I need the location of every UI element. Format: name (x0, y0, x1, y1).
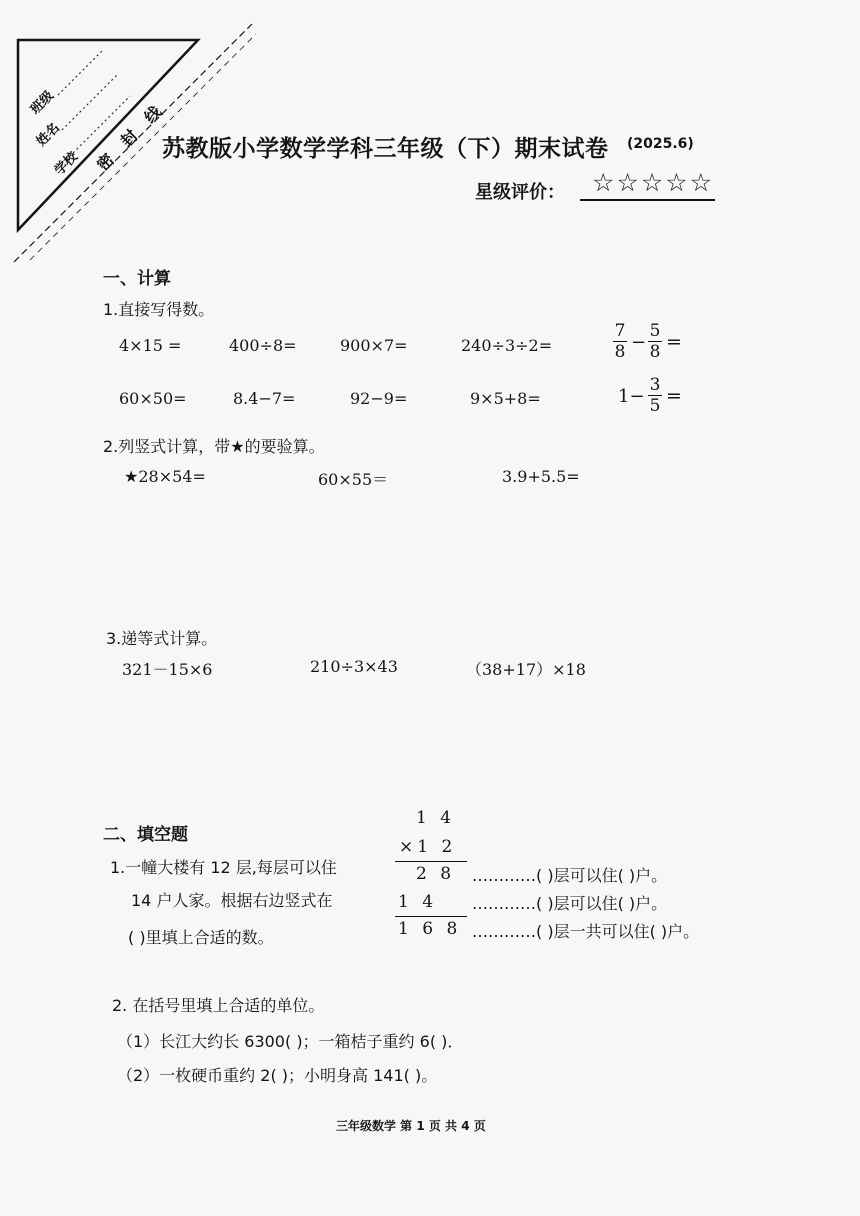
oral-calc-8: 9×5+8= (470, 389, 541, 408)
oral-calc-3: 900×7= (340, 336, 408, 355)
vertical-calc-2: 60×55＝ (318, 470, 389, 489)
section-1-heading: 一、计算 (103, 269, 171, 289)
question-1-3-prompt: 3.递等式计算。 (106, 629, 218, 648)
fill-blank-1: …………( )层可以住( )户。 (472, 866, 668, 885)
vertical-row-2: ×1 2 (399, 837, 457, 857)
vertical-row-4: 1 4 (398, 892, 438, 912)
oral-calc-6: 8.4−7= (233, 389, 296, 408)
oral-calc-5: 60×50= (119, 389, 187, 408)
equals-sign: = (666, 331, 682, 353)
class-label: 班级 (27, 88, 57, 118)
rating-underline (580, 199, 715, 201)
vertical-calc-1: ★28×54= (124, 467, 206, 486)
equals-sign-2: = (666, 385, 682, 407)
question-1-2-prompt: 2.列竖式计算，带★的要验算。 (103, 437, 325, 456)
oral-calc-2: 400÷8= (229, 336, 297, 355)
vertical-row-5: 1 6 8 (398, 919, 462, 939)
one-minus: 1− (618, 386, 645, 407)
fill-q1-line3: ( )里填上合适的数。 (128, 928, 274, 947)
fill-q1-line1: 1.一幢大楼有 12 层,每层可以住 (110, 858, 337, 877)
fill-blank-2: …………( )层可以住( )户。 (472, 894, 668, 913)
vertical-row-3: 2 8 (416, 864, 456, 884)
vertical-line-1 (395, 861, 467, 862)
oral-calc-7: 92−9= (350, 389, 408, 408)
school-label: 学校 (51, 149, 81, 179)
name-label: 姓名 (33, 120, 63, 150)
step-calc-2: 210÷3×43 (310, 657, 398, 676)
fill-q2-prompt: 2. 在括号里填上合适的单位。 (112, 996, 325, 1015)
fraction-7-8: 7 8 (614, 321, 626, 362)
oral-calc-4: 240÷3÷2= (461, 336, 553, 355)
fill-q2-line2: （2）一枚硬币重约 2( )；小明身高 141( )。 (117, 1066, 438, 1085)
question-1-1-prompt: 1.直接写得数。 (103, 300, 215, 319)
seal-line-label: 密 封 线 (93, 97, 170, 175)
fill-blank-3: …………( )层一共可以住( )户。 (472, 922, 700, 941)
vertical-row-1: 1 4 (416, 808, 456, 828)
rating-label: 星级评价： (475, 182, 565, 203)
section-2-heading: 二、填空题 (103, 825, 188, 845)
vertical-calc-3: 3.9+5.5= (502, 467, 580, 486)
fraction-3-5: 3 5 (649, 375, 661, 416)
vertical-line-2 (395, 916, 467, 917)
exam-date: (2025.6) (627, 136, 694, 152)
fill-q1-line2: 14 户人家。根据右边竖式在 (131, 891, 333, 910)
page-title: 苏教版小学数学学科三年级（下）期末试卷 (162, 136, 609, 162)
minus-sign: − (631, 332, 647, 353)
rating-stars: ☆☆☆☆☆ (592, 168, 715, 197)
page-footer: 三年级数学 第 1 页 共 4 页 (336, 1119, 486, 1133)
oral-calc-1: 4×15 = (119, 336, 182, 355)
fraction-5-8: 5 8 (649, 321, 661, 362)
step-calc-1: 321－15×6 (122, 660, 213, 679)
fill-q2-line1: （1）长江大约长 6300( )；一箱桔子重约 6( )． (117, 1032, 464, 1051)
step-calc-3: （38+17）×18 (466, 660, 586, 679)
